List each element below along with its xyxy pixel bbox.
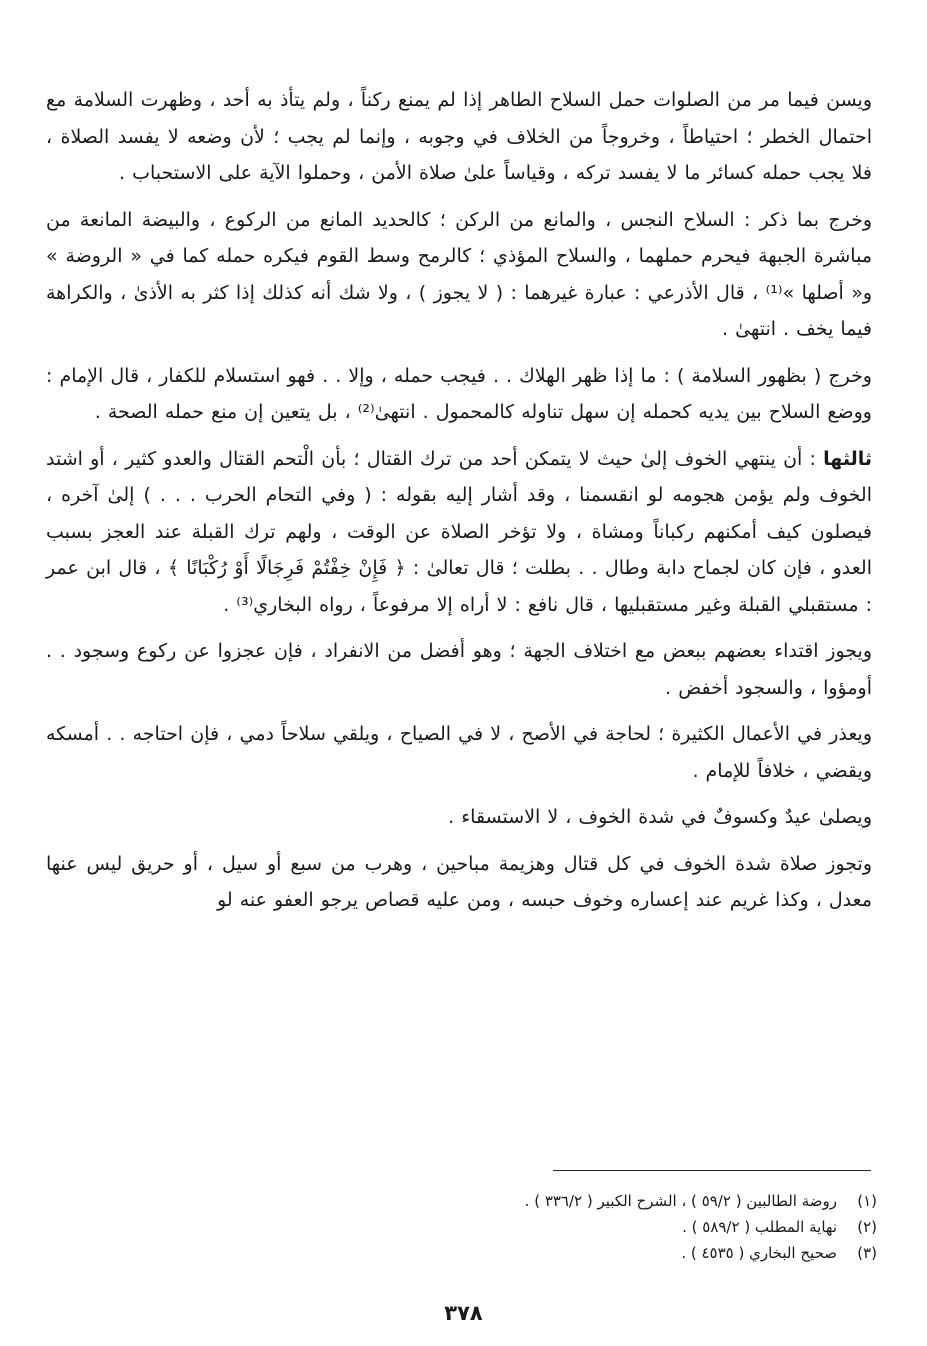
paragraph-1 — [46, 82, 872, 192]
main-text — [46, 82, 872, 929]
paragraph-6 — [46, 716, 872, 789]
page-number: ٣٧٨ — [444, 1301, 483, 1325]
paragraph-3 — [46, 358, 872, 431]
paragraph-7 — [46, 799, 872, 836]
paragraph-text: وتجوز صلاة شدة الخوف في كل قتال وهزيمة مباحين ، وهرب من سبع أو سيل ، أو حريق ليس عنها معدل ، وكذا غريم عند إعساره وخوف حبسه ، ومن عليه قصاص يرجو العفو عنه لو — [46, 852, 872, 911]
paragraph-4 — [46, 441, 872, 624]
footnote-number: (٣) — [857, 1244, 877, 1262]
footnote-3 — [117, 1240, 877, 1266]
footnote-text: نهاية المطلب ( ٥٨٩/٢ ) . — [682, 1218, 837, 1236]
paragraph-8 — [46, 846, 872, 919]
footnote-number: (١) — [857, 1192, 877, 1210]
footnote-text: صحيح البخاري ( ٤٥٣٥ ) . — [681, 1244, 837, 1262]
paragraph-text: وخرج بما ذكر : السلاح النجس ، والمانع من الركن ؛ كالحديد المانع من الركوع ، والبيضة المانعة من مباشرة الجبهة فيحرم حملهما ، والسلاح المؤذي ؛ كالرمح وسط القوم فيكره حمله كما في « الروضة » و« أصلها »⁽¹⁾ ، قال الأذرعي : عبارة غيرهما : ( لا يجوز ) ، ولا شك أنه كذلك إذا كثر به الأذىٰ ، والكراهة فيما يخف . انتهىٰ . — [46, 208, 872, 340]
footnote-2 — [117, 1214, 877, 1240]
footnote-divider — [553, 1170, 871, 1171]
footnotes — [117, 1188, 877, 1266]
paragraph-lead: ثالثها — [823, 447, 872, 470]
paragraph-5 — [46, 633, 872, 706]
paragraph-text: ويصلىٰ عيدٌ وكسوفٌ في شدة الخوف ، لا الاستسقاء . — [448, 806, 872, 828]
footnote-text: روضة الطالبين ( ٥٩/٢ ) ، الشرح الكبير ( ٣٣٦/٢ ) . — [524, 1192, 837, 1210]
paragraph-text: ويعذر في الأعمال الكثيرة ؛ لحاجة في الأصح ، لا في الصياح ، ويلقي سلاحاً دمي ، فإن احتاجه . . أمسكه ويقضي ، خلافاً للإمام . — [46, 723, 872, 782]
paragraph-text: ويسن فيما مر من الصلوات حمل السلاح الطاهر إذا لم يمنع ركناً ، ولم يتأذ به أحد ، وظهرت السلامة مع احتمال الخطر ؛ احتياطاً ، وخروجاً من الخلاف في وجوبه ، وإنما لم يجب ؛ لأن وضعه لا يفسد الصلاة ، فلا يجب حمله كسائر ما لا يفسد تركه ، وقياساً علىٰ صلاة الأمن ، وحملوا الآية على الاستحباب . — [46, 89, 872, 184]
paragraph-text: : أن ينتهي الخوف إلىٰ حيث لا يتمكن أحد من ترك القتال ؛ بأن الْتحم القتال والعدو كثير ، أو اشتد الخوف ولم يؤمن هجومه لو انقسمنا ، وقد أشار إليه بقوله : ( وفي التحام الحرب . . . ) إلىٰ آخره ، فيصلون كيف أمكنهم ركباناً ومشاة ، ولا تؤخر الصلاة عن الوقت ، ولهم ترك القبلة عند العجز بسبب العدو ، فإن كان لجماح دابة وطال . . بطلت ؛ قال تعالىٰ : ﴿ فَإِنْ خِفْتُمْ فَرِجَالًا أَوْ رُكْبَانًا ﴾ ، قال ابن عمر : مستقبلي القبلة وغير مستقبليها ، قال نافع : لا أراه إلا مرفوعاً ، رواه البخاري⁽³⁾ . — [46, 447, 872, 616]
footnote-1 — [117, 1188, 877, 1214]
paragraph-text: وخرج ( بظهور السلامة ) : ما إذا ظهر الهلاك . . فيجب حمله ، وإلا . . فهو استسلام للكفار ، قال الإمام : ووضع السلاح بين يديه كحمله إن سهل تناوله كالمحمول . انتهىٰ⁽²⁾ ، بل يتعين إن منع حمله الصحة . — [46, 364, 872, 423]
paragraph-text: ويجوز اقتداء بعضهم ببعض مع اختلاف الجهة ؛ وهو أفضل من الانفراد ، فإن عجزوا عن ركوع وسجود . . أومؤوا ، والسجود أخفض . — [46, 640, 872, 699]
paragraph-2 — [46, 202, 872, 348]
footnote-number: (٢) — [857, 1218, 877, 1236]
